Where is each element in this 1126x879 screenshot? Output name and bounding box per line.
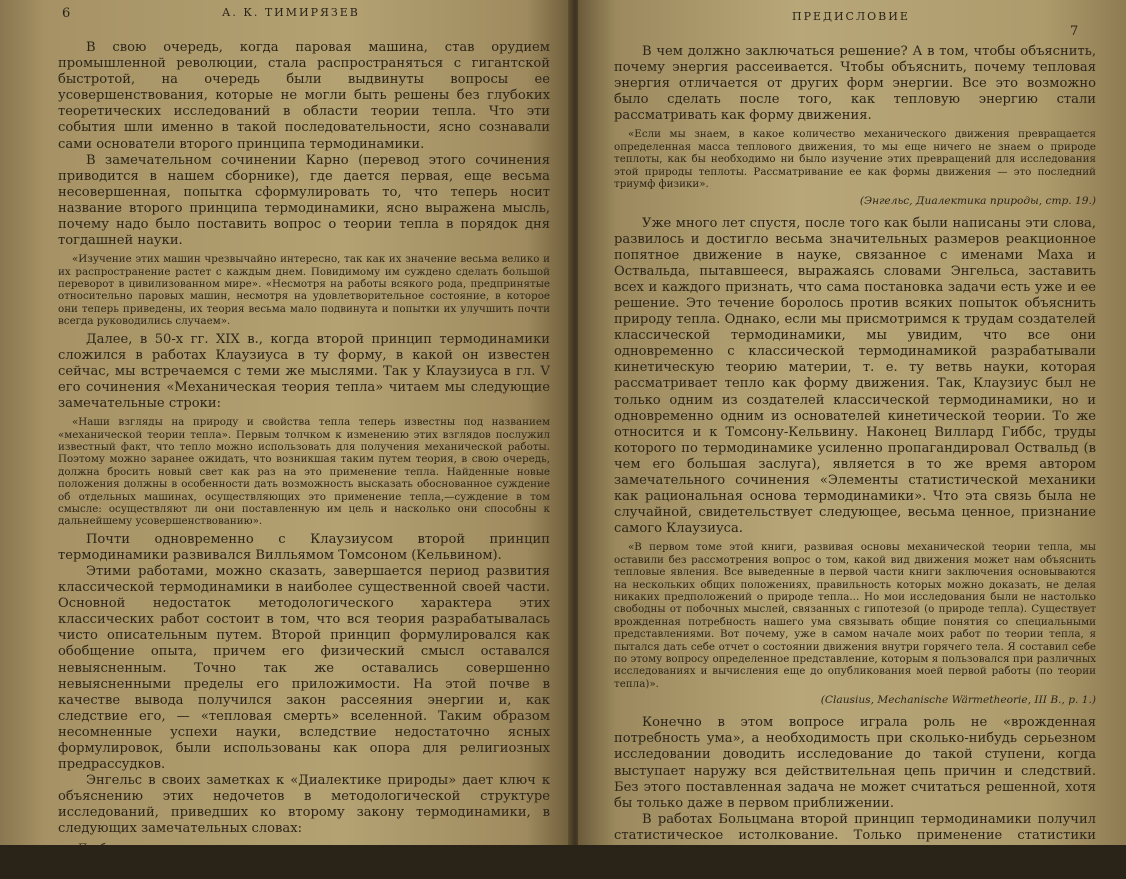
paragraph: В замечательном сочинении Карно (перевод этого сочинения приводится в нашем сборнике), где дается первая, еще весьма несовершенная, попытка сформулировать то, что теперь носит название второго принципа термодинамики, ясно выражена мысль, почему надо было поставить вопрос о теории тепла в порядок дня тогдашней науки. xyxy=(58,152,550,249)
paragraph: Уже много лет спустя, после того как были написаны эти слова, развилось и достигло весьма значительных размеров реакционное попятное движение в науке, связанное с именами Маха и Оствальда, пытавшееся, выражаясь словами Энгельса, заставить всех и каждого признать, что сама постановка задачи есть уже и ее решение. Это течение боролось против всяких попыток объяснить природу тепла. Однако, если мы присмотримся к трудам создателей классической термодинамики, мы увидим, что все они одновременно с классической термодинамикой разрабатывали кинетическую теорию материи, т. е. ту ветвь науки, которая рассматривает тепло как форму движения. Так, Клаузиус был не только одним из создателей классической термодинамики, но и одновременно одним из основателей кинетической теории. То же относится и к Томсону-Кельвину. Наконец Виллард Гиббс, труды которого по термодинамике усиленно пропагандировал Оствальд (в чем его большая заслуга), является в то же время автором замечательного сочинения «Элементы статистической механики как рациональная основа термодинамики». Что эта связь была не случайной, свидетельствует следующее, весьма ценное, признание самого Клаузиуса. xyxy=(614,215,1096,537)
quotation: «Проблема не решена, а только поставлена, и это преподносится как решение». xyxy=(72,841,516,854)
citation: (Clausius, Mechanische Wärmetheorie, III B., р. 1.) xyxy=(820,694,1096,707)
citation: (Энгельс, Диалектика природы, стр. 19.) xyxy=(859,194,1096,207)
page-number: 7 xyxy=(1070,24,1079,39)
paragraph: В свою очередь, когда паровая машина, став орудием промышленной революции, стала распространяться с гигантской быстротой, на очередь были выдвинуты вопросы ее усовершенствования, которые не могли быть решены без глубоких теоретических исследований в области теории тепла. Что эти события шли именно в такой последовательности, ясно сознавали сами основатели второго принципа термодинамики. xyxy=(58,40,550,152)
paragraph: Этими работами, можно сказать, завершается период развития классической термодинамики в наиболее существенной своей части. Основной недостаток методологического характера этих классических работ состоит в том, что вся теория разрабатывалась чисто описательным путем. Второй принцип формулировался как обобщение опыта, причем его физический смысл оставался невыясненным. Точно так же оставались совершенно невыясненными пределы его приложимости. На этой почве в качестве вывода получился закон рассеяния энергии и, как следствие его, — «тепловая смерть» вселенной. Таким образом несомненные успехи науки, вследствие недостаточно ясных формулировок, были использованы как опора для религиозных предрассудков. xyxy=(58,563,550,773)
running-header: ПРЕДИСЛОВИЕ xyxy=(792,10,910,23)
quotation: «Если мы знаем, в какое количество механического движения превращается определенная масса теплового движения, то мы еще ничего не знаем о природе теплоты, как бы необходимо ни было изучение этих превращений для исследования этой природы теплоты. Рассматривание ее как формы движения — это последний триумф физики». xyxy=(614,128,1096,191)
text-column xyxy=(614,44,1096,860)
quotation: «Наши взгляды на природу и свойства тепла теперь известны под названием «механической теории тепла». Первым толчком к изменению этих взглядов послужил известный факт, что тепло можно использовать для получения механической работы. Поэтому можно заранее ожидать, что возникшая таким путем теория, в свою очередь, должна бросить новый свет как раз на это применение тепла. Найденные новые положения должны в особенности дать возможность высказать обоснованное суждение об отдельных машинах, осуществляющих это применение тепла,—суждение в том смысле: осуществляют ли они поставленную им цель и насколько они способны к дальнейшему усовершенствованию». xyxy=(58,416,550,528)
page-number: 6 xyxy=(62,6,71,21)
text-column xyxy=(58,40,550,879)
paragraph: Конечно в этом вопросе играла роль не «врожденная потребность ума», а необходимость при сколько-нибудь серьезном исследовании доводить исследование до такой ступени, когда выступает наружу вся действительная цепь причин и следствий. Без этого поставленная задача не может считаться решенной, хотя бы только даже в первом приближении. xyxy=(614,715,1096,811)
paragraph: В чем должно заключаться решение? А в том, чтобы объяснить, почему энергия рассеивается. Чтобы объяснить, почему тепловая энергия отличается от других форм энергии. Все это возможно было сделать после того, как тепловую энергию стали рассматривать как форму движения. xyxy=(614,44,1096,124)
paragraph: Далее, в 50-х гг. XIX в., когда второй принцип термодинамики сложился в работах Клаузиуса в ту форму, в какой он известен сейчас, мы встречаемся с теми же мыслями. Так у Клаузиуса в гл. V его сочинения «Механическая теория тепла» читаем мы следующие замечательные строки: xyxy=(58,331,550,412)
quotation: «Изучение этих машин чрезвычайно интересно, так как их значение весьма велико и их распространение растет с каждым днем. Повидимому им суждено сделать большой переворот в цивилизованном мире». «Несмотря на работы всякого рода, предпринятые относительно паровых машин, несмотря на удовлетворительное состояние, в которое они теперь приведены, их теория весьма мало подвинута и попытки их улучшить почти всегда руководились случаем». xyxy=(58,253,550,328)
paragraph: Почти одновременно с Клаузиусом второй принцип термодинамики развивался Вилльямом Томсоном (Кельвином). xyxy=(58,531,550,563)
right-page xyxy=(578,0,1126,859)
citation: (Энгельс, Диалектика природы, стр. 9.) xyxy=(320,857,550,870)
paragraph: Энгельс в своих заметках к «Диалектике природы» дает ключ к объяснению этих недочетов в методологической структуре исследований, приведших ко второму закону термодинамики, в следующих замечательных словах: xyxy=(58,773,550,837)
running-header: А. К. ТИМИРЯЗЕВ xyxy=(222,6,360,19)
quotation: «В первом томе этой книги, развивая основы механической теории тепла, мы оставили без рассмотрения вопрос о том, какой вид движения может нам объяснить тепловые явления. Все выведенные в первой части книги заключения основываются на нескольких общих положениях, правильность которых можно доказать, не делая никаких предположений о природе тепла... Но мои исследования были не настолько свободны от побочных мыслей, связанных с гипотезой (о природе тепла). Существует врожденная потребность нашего ума связывать общие понятия со специальными представлениями. Вот почему, уже в самом начале моих работ по теории тепла, я пытался дать себе отчет о состоянии движения внутри горячего тела. Я составил себе по этому вопросу определенное представление, которым я пользовался при различных исследованиях и вычисления еще до опубликования моей первой работы (по теории тепла)». xyxy=(614,541,1096,690)
paragraph: В работах Больцмана второй принцип термодинамики получил статистическое истолкование. Только применение статистики позво- xyxy=(614,811,1096,859)
